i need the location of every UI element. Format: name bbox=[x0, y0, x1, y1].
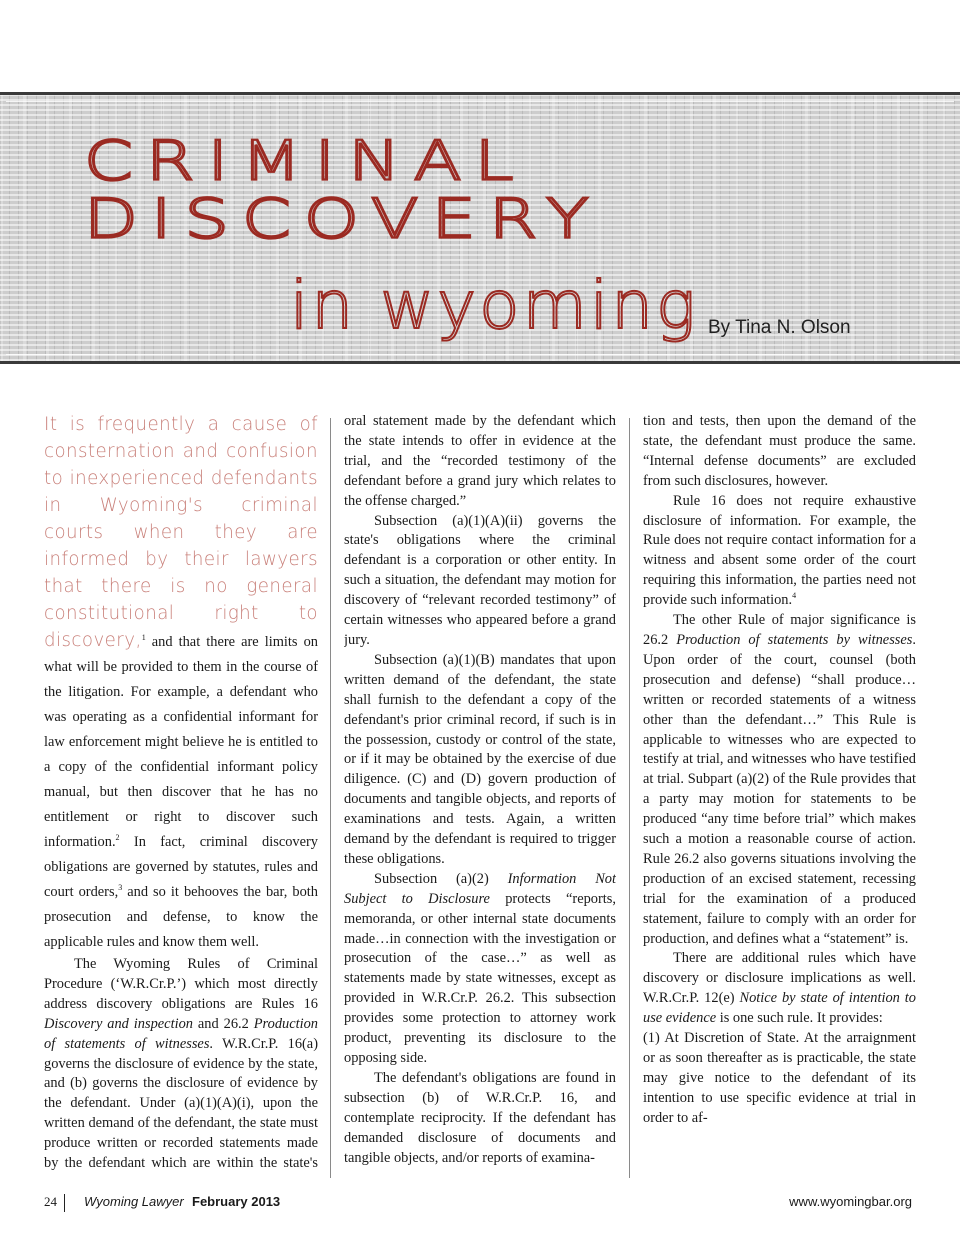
article-paragraph: The defendant's obligations are found in subsection (b) of W.R.Cr.P. 16, and contemplate reciprocity. If the defendant has demanded disclosure of documents and tangible objects, and/or reports of examina- bbox=[344, 1069, 616, 1166]
footnote-ref: 2 bbox=[115, 833, 120, 843]
article-column-3 bbox=[643, 412, 916, 1172]
footnote-ref: 4 bbox=[792, 591, 797, 601]
article-paragraph: Subsection (a)(1)(B) mandates that upon written demand of the defendant, the state shall furnish to the defendant a copy of the defendant's prior criminal record, if such is in the possession, custody or control of the state, or if it may be obtained by the exercise of due diligence. (C) and (D) govern production of documents and tangible objects, and reports of examinations and tests. Again, a written demand by the defendant is required to trigger these obligations. bbox=[344, 651, 616, 867]
author-byline: By Tina N. Olson bbox=[708, 317, 851, 338]
title-line-criminal: CRIMINAL bbox=[84, 129, 527, 193]
magazine-name: Wyoming Lawyer bbox=[84, 1194, 184, 1209]
page-footer bbox=[0, 1194, 960, 1216]
footer-divider bbox=[64, 1194, 65, 1212]
title-banner bbox=[0, 92, 960, 364]
article-paragraph: Rule 16 does not require exhaustive disclosure of information. For example, the Rule does not require contact information for a witness and absent some order of the court requiring this information, the parties need not provide such information.$^4$ bbox=[643, 492, 916, 609]
article-paragraph: The Wyoming Rules of Criminal Procedure (‘W.R.Cr.P.’) which most directly address discovery obligations are Rules 16 Discovery and inspection and 26.2 Production of statements of witnesses. W.R.Cr.P. 16(a) governs the disclosure of evidence by the state, and (b) governs the disclosure of evidence by the defendant. Under (a)(1)(A)(i), upon the written demand of the defendant, the state must produce written or recorded statements made by the defendant which are within the state's bbox=[44, 956, 318, 1172]
website-url: www.wyomingbar.org bbox=[789, 1194, 912, 1209]
block-quote: (1) At Discretion of State. At the arraignment or as soon thereafter as is practicable, the state may give notice to the defendant of its intention to use specific evidence at trial in order to af- bbox=[643, 1030, 916, 1126]
article-paragraph: Subsection (a)(1)(A)(ii) governs the state's obligations where the criminal defendant is a corporation or other entity. In such a situation, the defendant may motion for discovery of “relevant recorded testimony” of certain witnesses who appeared before a grand jury. bbox=[344, 512, 616, 648]
page-number: 24 bbox=[44, 1194, 57, 1209]
article-paragraph: The other Rule of major significance is 26.2 Production of statements by witnesses. Upon order of the court, counsel (both prosecution and defense) “shall produce… written or recorded statements of a witness other than the defendant…” This Rule is applicable to witnesses who are expected to testify at trial, and witnesses who have testified at trial. Subpart (a)(2) of the Rule provides that a party may motion for statements to be produced “any time before trial” which makes such a motion a reasonable course of action. Rule 26.2 also governs situations involving the production of an excised statement, recessing trial for the examination of a produced statement, failure to comply with an order for production, and defines what a “statement” is. bbox=[643, 612, 916, 947]
article-paragraph: There are additional rules which have discovery or disclosure implications as well. W.R.Cr.P. 12(e) Notice by state of intention to use evidence is one such rule. It provides: bbox=[643, 950, 916, 1027]
footnote-ref: 1 bbox=[141, 633, 146, 643]
article-paragraph: oral statement made by the defendant which the state intends to offer in evidence at the trial, and the “recorded testimony of the defendant before a grand jury which relates to the offense charged.” bbox=[344, 413, 616, 509]
article-paragraph: It is frequently a cause of consternation and confusion to inexperienced defendants in Wyoming's criminal courts when they are informed by their lawyers that there is no general constitutional right to discovery,$^1$ and that there are limits on what will be provided to them in the course of the litigation. For example, a defendant who was operating as a confidential informant for law enforcement might believe he is entitled to a copy of the confidential informant policy manual, but then discover that he has no entitlement or right to discover such information.$^2$ In fact, criminal discovery obligations are governed by statutes, rules and court orders,$^3$ and so it behooves the bar, both prosecution and defense, to know the applicable rules and know them well. bbox=[44, 414, 318, 950]
article-body bbox=[0, 412, 960, 1182]
article-column-2 bbox=[344, 412, 616, 1172]
article-paragraph: Subsection (a)(2) Information Not Subject to Disclosure protects “reports, memoranda, or other internal state documents made…in connection with the investigation or prosecution of the case…” as well as statements made by state witnesses, except as provided in W.R.Cr.P. 26.2. This subsection provides some protection to attorney work product, preventing its disclosure to the opposing side. bbox=[344, 870, 616, 1066]
article-column-1 bbox=[44, 412, 318, 1172]
title-line-discovery: DISCOVERY bbox=[84, 187, 602, 251]
article-paragraph: tion and tests, then upon the demand of the state, the defendant must produce the same. “Internal defense documents” are excluded from such disclosures, however. bbox=[643, 413, 916, 489]
issue-date: February 2013 bbox=[192, 1194, 281, 1209]
footnote-ref: 3 bbox=[118, 883, 123, 893]
lead-in-text: It is frequently a cause of consternation and confusion to inexperienced defendants in Wyoming's criminal courts when they are informed by their lawyers that there is no general constitutional right to discovery, bbox=[44, 414, 318, 651]
title-subtitle: in wyoming bbox=[290, 267, 699, 344]
